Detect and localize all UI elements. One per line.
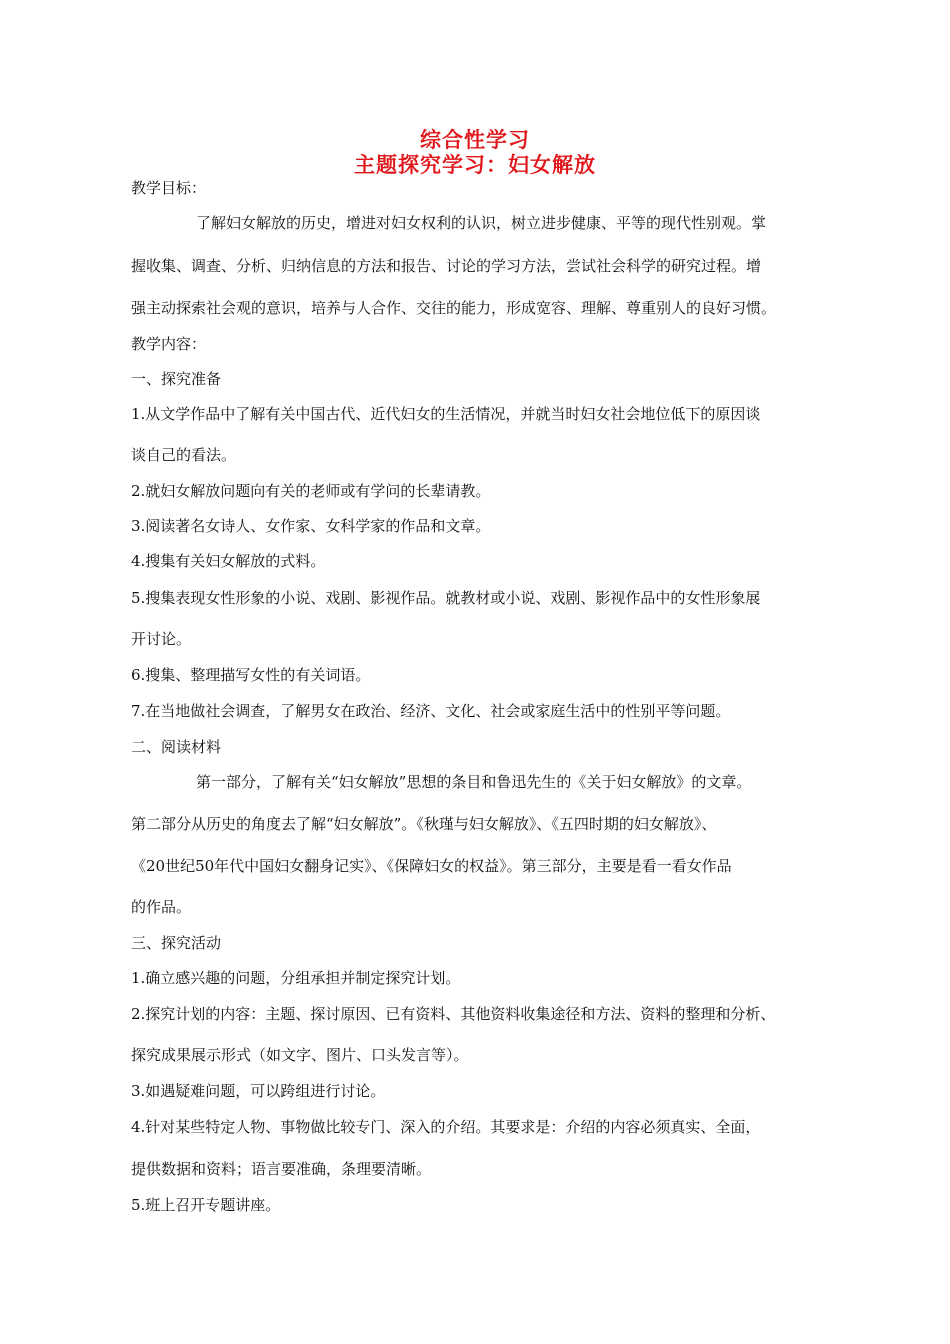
list-item: 5.班上召开专题讲座。 [131, 1196, 281, 1214]
list-item: 1.确立感兴趣的问题，分组承担并制定探究计划。 [131, 969, 461, 987]
list-item: 6.搜集、整理描写女性的有关词语。 [131, 666, 371, 684]
list-item: 4.搜集有关妇女解放的式料。 [131, 552, 326, 570]
paragraph-line: 强主动探索社会观的意识，培养与人合作、交往的能力，形成宽容、理解、尊重别人的良好习惯。 [131, 299, 777, 317]
list-item-continuation: 提供数据和资料；语言要准确，条理要清晰。 [131, 1160, 432, 1178]
heading-teaching-content: 教学内容： [131, 335, 207, 353]
heading-teaching-goals: 教学目标： [131, 179, 207, 197]
section-heading: 二、阅读材料 [131, 738, 222, 756]
list-item: 5.搜集表现女性形象的小说、戏剧、影视作品。就教材或小说、戏剧、影视作品中的女性形象展 [131, 589, 761, 607]
document-title: 综合性学习 [420, 128, 530, 152]
paragraph-line: 的作品。 [131, 898, 192, 916]
list-item: 1.从文学作品中了解有关中国古代、近代妇女的生活情况，并就当时妇女社会地位低下的原因谈 [131, 405, 761, 423]
paragraph-line: 《20世纪50年代中国妇女翻身记实》、《保障妇女的权益》。第三部分，主要是看一看女作品 [131, 857, 732, 875]
list-item-continuation: 谈自己的看法。 [131, 446, 237, 464]
list-item-continuation: 开讨论。 [131, 630, 192, 648]
list-item: 2.就妇女解放问题向有关的老师或有学问的长辈请教。 [131, 482, 491, 500]
section-heading: 三、探究活动 [131, 934, 222, 952]
list-item: 3.阅读著名女诗人、女作家、女科学家的作品和文章。 [131, 517, 491, 535]
list-item: 2.探究计划的内容：主题、探讨原因、已有资料、其他资料收集途径和方法、资料的整理和分析、 [131, 1005, 776, 1023]
list-item: 7.在当地做社会调查，了解男女在政治、经济、文化、社会或家庭生活中的性别平等问题。 [131, 702, 731, 720]
paragraph-line: 第一部分，了解有关“妇女解放”思想的条目和鲁迅先生的《关于妇女解放》的文章。 [196, 773, 752, 791]
document-subtitle: 主题探究学习：妇女解放 [354, 153, 596, 177]
section-heading: 一、探究准备 [131, 370, 222, 388]
list-item: 3.如遇疑难问题，可以跨组进行讨论。 [131, 1082, 386, 1100]
paragraph-line: 握收集、调查、分析、归纳信息的方法和报告、讨论的学习方法，尝试社会科学的研究过程。增 [131, 257, 762, 275]
list-item: 4.针对某些特定人物、事物做比较专门、深入的介绍。其要求是：介绍的内容必须真实、全面， [131, 1118, 761, 1136]
paragraph-line: 第二部分从历史的角度去了解“妇女解放”。《秋瑾与妇女解放》、《五四时期的妇女解放》、 [131, 815, 717, 833]
list-item-continuation: 探究成果展示形式（如文字、图片、口头发言等）。 [131, 1046, 469, 1064]
paragraph-line: 了解妇女解放的历史，增进对妇女权利的认识，树立进步健康、平等的现代性别观。掌 [196, 214, 767, 232]
